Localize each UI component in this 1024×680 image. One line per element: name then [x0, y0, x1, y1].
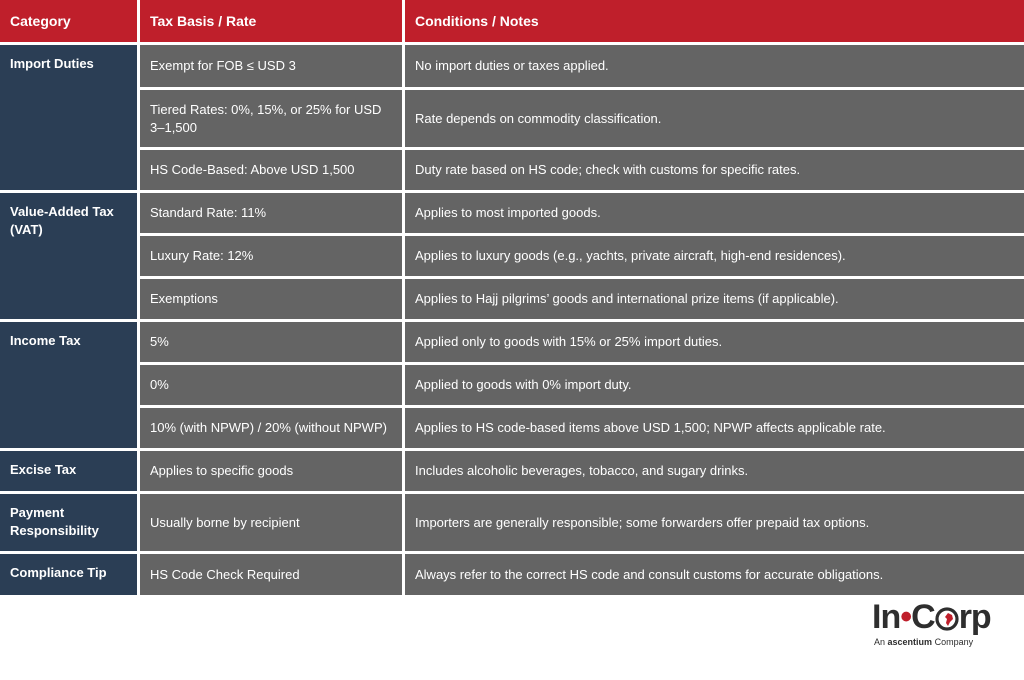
table-row — [140, 362, 1024, 405]
notes-cell: No import duties or taxes applied. — [405, 45, 1024, 87]
table-row — [140, 233, 1024, 276]
table-row — [140, 405, 1024, 448]
logo-text-in: In — [872, 598, 901, 636]
table-header-row — [0, 0, 1024, 42]
category-cell: Excise Tax — [0, 451, 137, 491]
basis-cell: HS Code-Based: Above USD 1,500 — [140, 150, 402, 190]
notes-cell: Includes alcoholic beverages, tobacco, and sugary drinks. — [405, 451, 1024, 491]
header-category: Category — [0, 0, 137, 42]
table-row — [140, 276, 1024, 319]
header-tax-basis: Tax Basis / Rate — [140, 0, 402, 42]
category-cell: Payment Responsibility — [0, 494, 137, 551]
table-row — [140, 451, 1024, 491]
group-vat — [0, 190, 1024, 319]
notes-cell: Rate depends on commodity classification. — [405, 90, 1024, 147]
logo-text-c: C — [911, 598, 935, 636]
table-row — [140, 494, 1024, 551]
globe-icon — [935, 607, 959, 631]
basis-cell: Exemptions — [140, 279, 402, 319]
category-cell: Compliance Tip — [0, 554, 137, 595]
basis-cell: 5% — [140, 322, 402, 362]
basis-cell: Usually borne by recipient — [140, 494, 402, 551]
tagline-brand: ascentium — [887, 637, 933, 647]
tagline-suffix: Company — [934, 637, 974, 647]
notes-cell: Applies to luxury goods (e.g., yachts, private aircraft, high-end residences). — [405, 236, 1024, 276]
table-row — [140, 322, 1024, 362]
group-import-duties — [0, 42, 1024, 190]
group-income-tax — [0, 319, 1024, 448]
logo-dot: • — [900, 598, 912, 636]
group-compliance-tip — [0, 551, 1024, 595]
basis-cell: Applies to specific goods — [140, 451, 402, 491]
basis-cell: 10% (with NPWP) / 20% (without NPWP) — [140, 408, 402, 448]
table-row — [140, 87, 1024, 147]
group-excise-tax — [0, 448, 1024, 491]
group-payment-responsibility — [0, 491, 1024, 551]
notes-cell: Importers are generally responsible; some forwarders offer prepaid tax options. — [405, 494, 1024, 551]
basis-cell: Standard Rate: 11% — [140, 193, 402, 233]
notes-cell: Applies to HS code-based items above USD 1,500; NPWP affects applicable rate. — [405, 408, 1024, 448]
header-conditions: Conditions / Notes — [405, 0, 1024, 42]
basis-cell: HS Code Check Required — [140, 554, 402, 595]
table-row — [140, 554, 1024, 595]
notes-cell: Applied only to goods with 15% or 25% import duties. — [405, 322, 1024, 362]
logo-tagline — [874, 637, 973, 647]
notes-cell: Applies to most imported goods. — [405, 193, 1024, 233]
category-cell: Value-Added Tax (VAT) — [0, 193, 137, 319]
notes-cell: Always refer to the correct HS code and consult customs for accurate obligations. — [405, 554, 1024, 595]
notes-cell: Duty rate based on HS code; check with customs for specific rates. — [405, 150, 1024, 190]
notes-cell: Applies to Hajj pilgrims’ goods and international prize items (if applicable). — [405, 279, 1024, 319]
category-cell: Import Duties — [0, 45, 137, 190]
basis-cell: Exempt for FOB ≤ USD 3 — [140, 45, 402, 87]
table-row — [140, 147, 1024, 190]
table-row — [140, 45, 1024, 87]
table-row — [140, 193, 1024, 233]
category-cell: Income Tax — [0, 322, 137, 448]
basis-cell: Tiered Rates: 0%, 15%, or 25% for USD 3–1,500 — [140, 90, 402, 147]
basis-cell: Luxury Rate: 12% — [140, 236, 402, 276]
basis-cell: 0% — [140, 365, 402, 405]
incorp-logo — [872, 598, 1008, 650]
logo-text-rp: rp — [958, 598, 991, 636]
logo-wordmark — [872, 598, 991, 636]
tagline-prefix: An — [874, 637, 886, 647]
notes-cell: Applied to goods with 0% import duty. — [405, 365, 1024, 405]
